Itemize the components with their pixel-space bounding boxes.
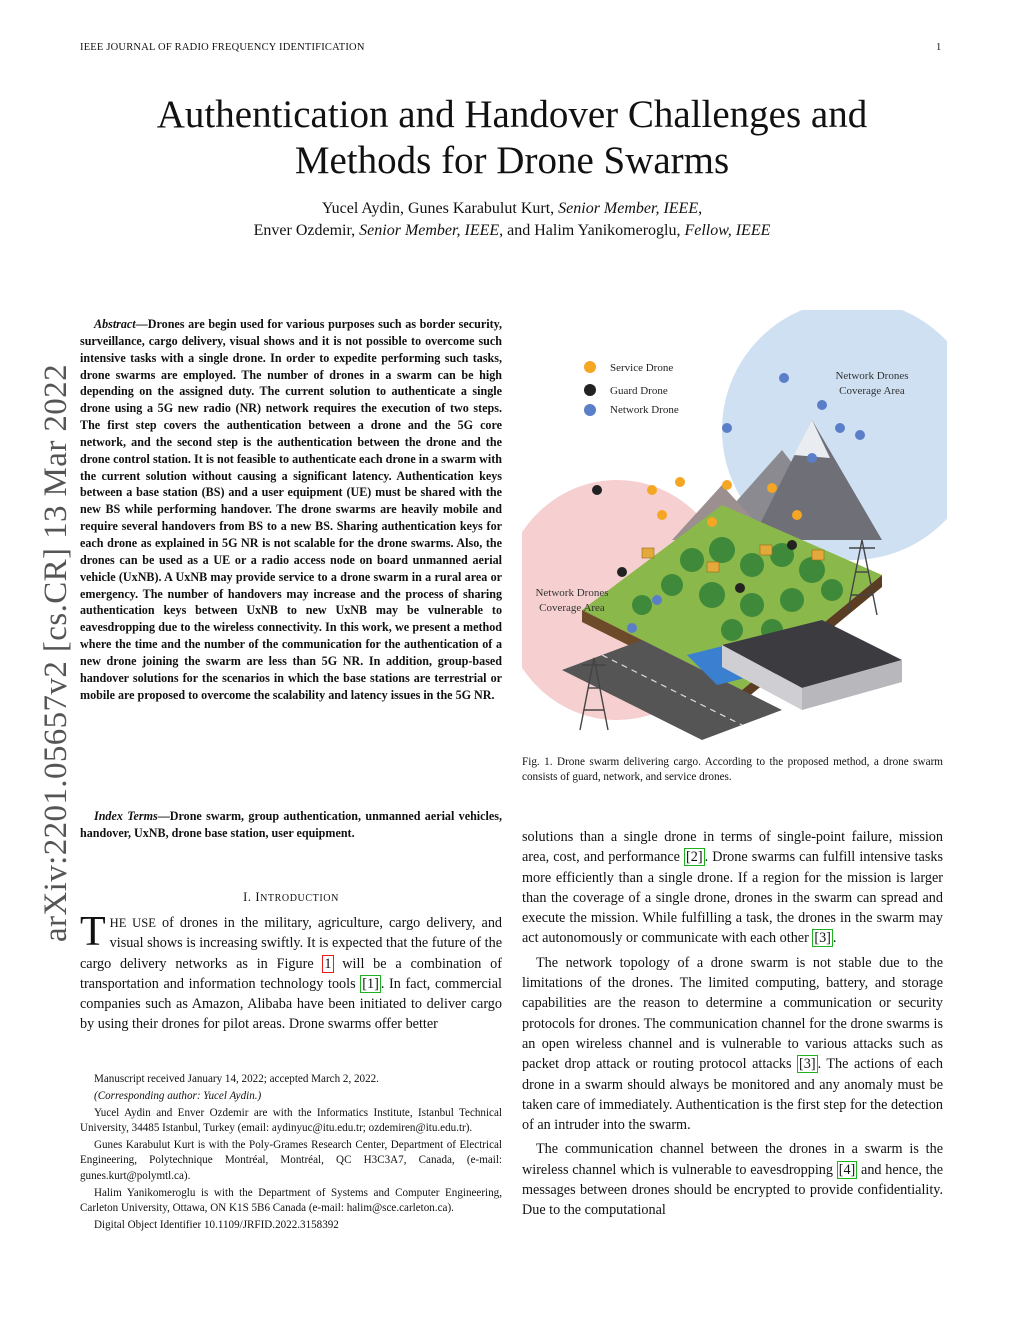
section-title-first: I <box>255 890 261 904</box>
figure-caption <box>522 755 943 786</box>
lead-caps: HE USE <box>109 916 156 930</box>
left-area-label-1: Network Drones <box>535 587 609 599</box>
text: . <box>832 930 837 947</box>
index-terms <box>80 808 502 842</box>
right-column-body <box>522 827 943 1225</box>
text: The network topology of a drone swarm is not stable due to the limitations of the drones. The limited computing, battery, and storage capabilities are the reason to determine a communication or security protocols for drones. The communication channel for the drone swarms is an open wireless channel and is vulnerable to various attacks such as packet drop attack or routing protocol attacks <box>522 954 943 1073</box>
caption-text: Drone swarm delivering cargo. According to the proposed method, a drone swarm consists of guard, network, and service drones. <box>522 756 943 784</box>
citation-link-4[interactable]: [4] <box>838 1161 856 1178</box>
citation-link-1[interactable]: [1] <box>362 975 379 992</box>
running-header: IEEE JOURNAL OF RADIO FREQUENCY IDENTIFICATION <box>80 42 365 53</box>
paragraph <box>522 827 943 949</box>
section-title-rest: NTRODUCTION <box>260 893 339 904</box>
network-drone-icon <box>584 404 596 416</box>
author-role-2: Senior Member, IEEE <box>359 222 500 239</box>
text: and hence, the messages between drones should be encrypted to provide confidentiality. Due to the computational <box>522 1161 943 1219</box>
author-sep: , <box>698 200 703 217</box>
intro-text-a: of drones in the military, agriculture, cargo delivery, and visual shows is increasing swiftly. It is expected that the future of the cargo delivery networks as in Figure <box>80 915 503 972</box>
abstract-text: —Drones are begin used for various purposes such as border security, surveillance, cargo delivery, visual shows and it is not possible to overcome such intensive tasks with a single drone. In order to expedite performing such tasks, drone swarms are employed. The number of drones in a swarm can be high depending on the assigned duty. The current solution to authenticate a single drone using a 5G new radio (NR) network requires the execution of two steps. The first step covers the authentication between a drone and the 5G core network, and the second step is the authentication between the drone and the drone control station. It is not feasible to authenticate each drone in a swarm with the current solution without causing a significant latency. Authentication keys between a base station (BS) and a user equipment (UE) must be shared with the new BS while performing handover. The drone swarms are heavily mobile and require several handovers from BS to a new BS. Sharing authentication keys for each drone as explained in 5G NR is not scalable for the drone swarms. Also, the drones can be used as a UE or a radio access node on board unmanned aerial vehicle (UxNB). A UxNB may provide service to a drone swarm in a rural area or emergency. The number of handovers may increase and the process of sharing authentication keys between UxNB to new UxNB may be vulnerable to eavesdropping due to the wireless connectivity. In this work, we present a method where the time and the number of the communication for the authentication of a new drone joining the swarm are less than 5G NR. In addition, group-based handover solutions for the scenarios in which the base stations are terrestrial or mobile are proposed to overcome the scalability and latency issues in the 5G NR. <box>80 317 502 702</box>
footnote-affiliation-1: Yucel Aydin and Enver Ozdemir are with the Informatics Institute, Istanbul Technical University, 34485 Istanbul, Turkey (email: aydinyuc@itu.edu.tr; ozdemiren@itu.edu.tr). <box>80 1107 502 1135</box>
section-heading <box>80 890 502 905</box>
footnote-affiliation-2: Gunes Karabulut Kurt is with the Poly-Grames Research Center, Department of Electrical Engineering, Polytechnique Montréal, Montréal, QC H3C3A7, Canada, (e-mail: gunes.kurt@polymtl.ca). <box>80 1139 502 1182</box>
footnote-received: Manuscript received January 14, 2022; accepted March 2, 2022. <box>94 1073 379 1085</box>
abstract <box>80 316 502 703</box>
author-names-1: Yucel Aydin, Gunes Karabulut Kurt, <box>321 200 555 217</box>
section-number: I. <box>243 890 252 904</box>
legend-service-drone: Service Drone <box>610 362 674 374</box>
paragraph <box>522 953 943 1136</box>
intro-paragraph <box>80 909 503 1035</box>
text: solutions than a single drone in terms of single-point failure, mission area, cost, and performance <box>522 829 943 866</box>
author-list <box>100 198 924 242</box>
legend-guard-drone: Guard Drone <box>610 385 668 397</box>
citation-link-3b[interactable]: [3] <box>799 1056 816 1073</box>
intro-text-c: . In fact, commercial companies such as Amazon, Alibaba have been initiated to deliver cargo by using their drones for pilot areas. Drone swarms offer better <box>80 975 502 1033</box>
abstract-label: Abstract <box>94 317 136 331</box>
footnotes <box>80 1072 502 1235</box>
footnote-doi: Digital Object Identifier 10.1109/JRFID.2022.3158392 <box>94 1218 339 1231</box>
page-number: 1 <box>936 42 942 53</box>
author-role-3: Fellow, IEEE <box>684 222 771 239</box>
text: The communication channel between the drones in a swarm is the wireless channel which is vulnerable to eavesdropping <box>522 1141 943 1178</box>
citation-link-2[interactable]: [2] <box>686 849 703 866</box>
paragraph <box>522 1139 943 1220</box>
legend-network-drone: Network Drone <box>610 404 679 416</box>
right-area-label-2: Coverage Area <box>839 385 905 397</box>
left-area-label-2: Coverage Area <box>539 602 605 614</box>
author-role-1: Senior Member, IEEE <box>558 200 699 217</box>
author-name-2: Enver Ozdemir, <box>253 222 356 239</box>
guard-drone-icon <box>584 384 596 396</box>
text: . Drone swarms can fulfill intensive tasks more efficiently than a single drone. If a region for the mission is larger than the coverage of a single drone, drones in the swarm can spread and execute the mission. While fulfilling a task, the drones in the swarm may act autonomously or communicate with each other <box>522 849 943 947</box>
paper-title: Authentication and Handover Challenges and Methods for Drone Swarms <box>156 93 868 182</box>
citation-link-3[interactable]: [3] <box>814 930 831 947</box>
figure-link[interactable]: 1 <box>324 955 332 972</box>
figure-drone-swarm <box>522 310 947 745</box>
caption-label: Fig. 1. <box>522 756 553 768</box>
footnote-corresponding: (Corresponding author: Yucel Aydin.) <box>94 1090 262 1103</box>
text: . The actions of each drone in a swarm should always be monitored and any anomaly must be taken care of immediately. Authentication is the first step for the detection of an intruder into the swarm. <box>522 1056 943 1134</box>
service-drone-icon <box>584 361 596 373</box>
index-terms-text: —Drone swarm, group authentication, unmanned aerial vehicles, handover, UxNB, drone base station, user equipment. <box>80 809 502 840</box>
dropcap: T <box>80 909 106 955</box>
arxiv-stamp: arXiv:2201.05657v2 [cs.CR] 13 Mar 2022 <box>38 364 74 942</box>
intro-text-b: will be a combination of transportation and information technology tools <box>80 955 502 992</box>
right-area-label-1: Network Drones <box>835 370 909 382</box>
author-names-3: , and Halim Yanikomeroglu, <box>499 222 681 239</box>
footnote-affiliation-3: Halim Yanikomeroglu is with the Department of Systems and Computer Engineering, Carleton University, Ottawa, ON K1S 5B6 Canada (e-mail: halim@sce.carleton.ca). <box>80 1186 502 1214</box>
index-terms-label: Index Terms <box>94 809 158 823</box>
